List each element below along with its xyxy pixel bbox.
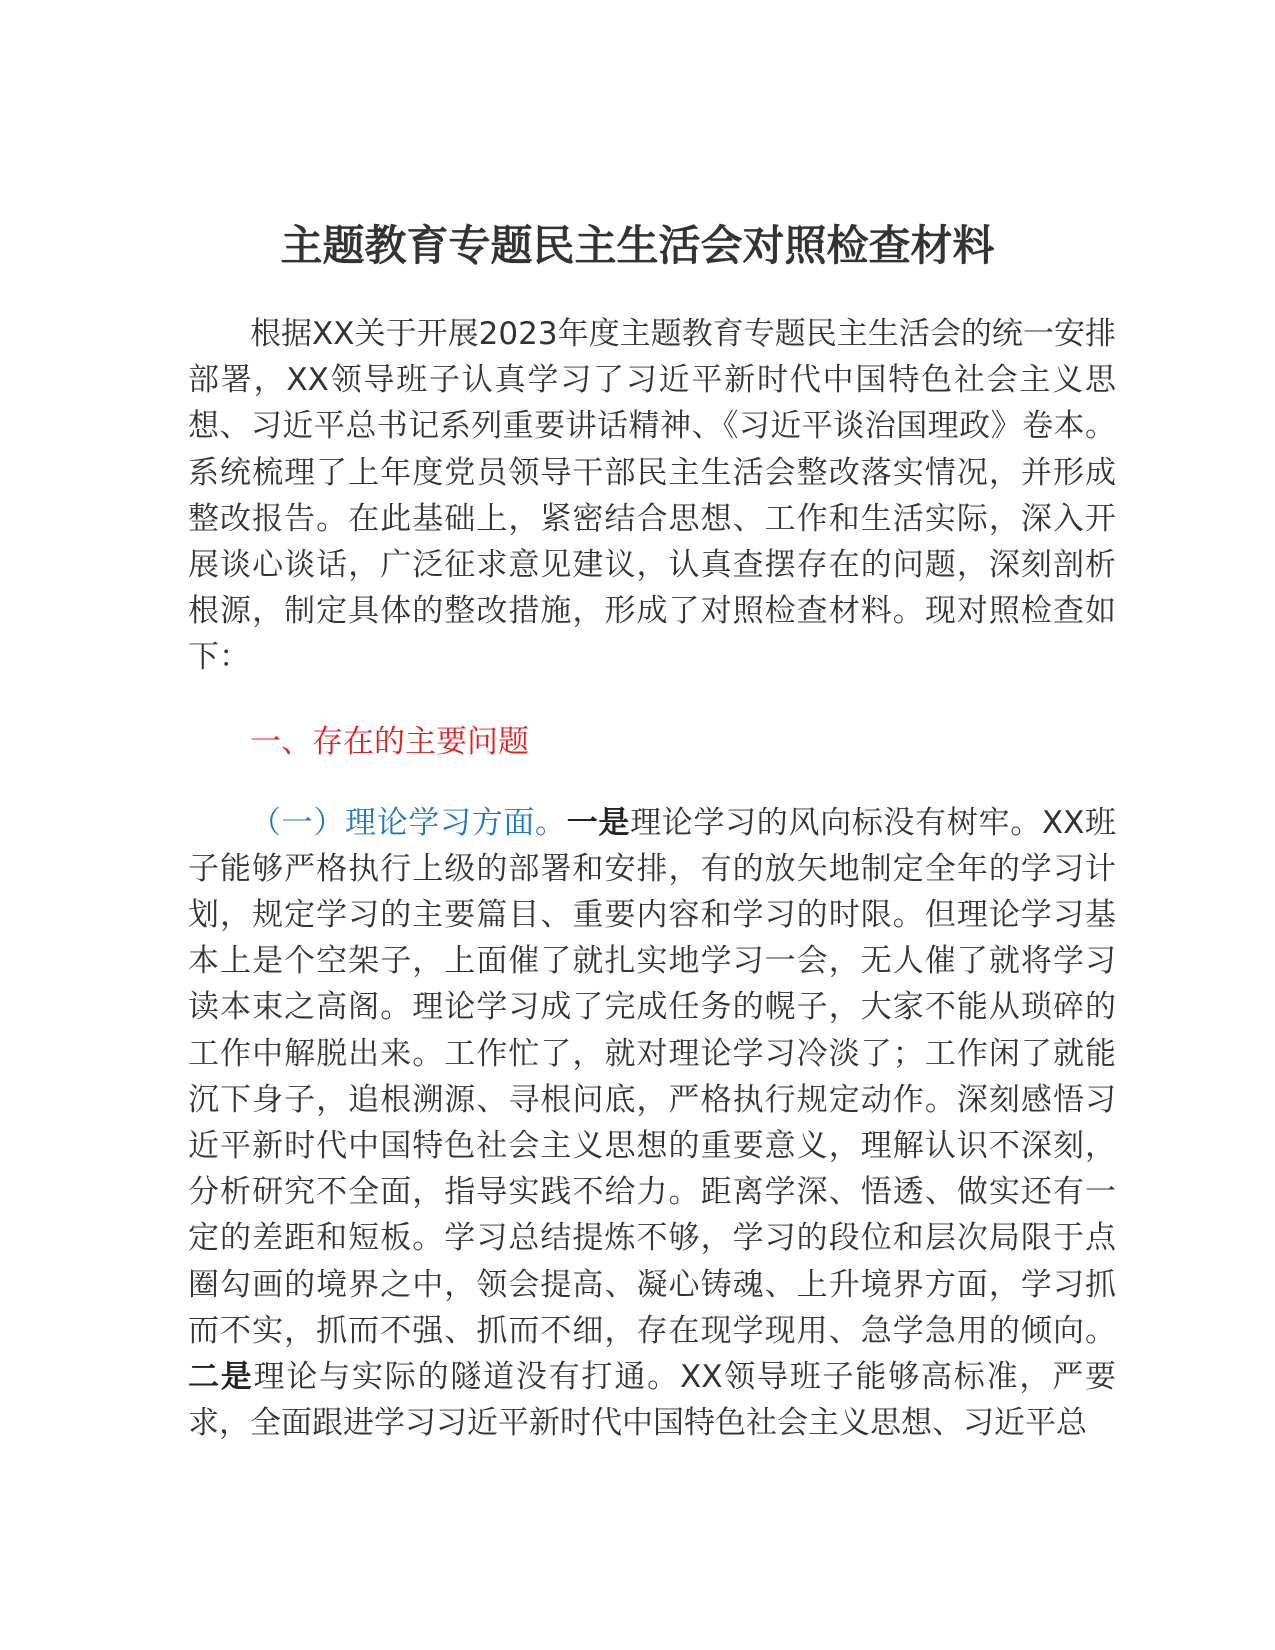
point-two-text: 理论与实际的隧道没有打通。XX领导班子能够高标准，严要求，全面跟进学习习近平新时代中国特色社会主义思想、习近平总 (188, 1359, 1116, 1442)
intro-paragraph: 根据XX关于开展2023年度主题教育专题民主生活会的统一安排部署，XX领导班子认真学习了习近平新时代中国特色社会主义思想、习近平总书记系列重要讲话精神、《习近平谈治国理政》卷本。系统梳理了上年度党员领导干部民主生活会整改落实情况，并形成整改报告。在此基础上，紧密结合思想、工作和生活实际，深入开展谈心谈话，广泛征求意见建议，认真查摆存在的问题，深刻剖析根源，制定具体的整改措施，形成了对照检查材料。现对照检查如下： (188, 316, 1116, 676)
document-title: 主题教育专题民主生活会对照检查材料 (280, 221, 995, 270)
point-one-label: 一是 (566, 804, 631, 841)
point-two-label: 二是 (188, 1359, 254, 1396)
subsection-heading-theory-study: （一）理论学习方面。 (250, 804, 567, 841)
section-heading-problems: 一、存在的主要问题 (250, 723, 529, 760)
point-one-text: 理论学习的风向标没有树牢。XX班子能够严格执行上级的部署和安排，有的放矢地制定全年的学习计划，规定学习的主要篇目、重要内容和学习的时限。但理论学习基本上是个空架子，上面催了就扎实地学习一会，无人催了就将学习读本束之高阁。理论学习成了完成任务的幌子，大家不能从琐碎的工作中解脱出来。工作忙了，就对理论学习冷淡了；工作闲了就能沉下身子，追根溯源、寻根问底，严格执行规定动作。深刻感悟习近平新时代中国特色社会主义思想的重要意义，理解认识不深刻，分析研究不全面，指导实践不给力。距离学深、悟透、做实还有一定的差距和短板。学习总结提炼不够，学习的段位和层次局限于点圈勾画的境界之中，领会提高、凝心铸魂、上升境界方面，学习抓而不实，抓而不强、抓而不细，存在现学现用、急学急用的倾向。 (188, 804, 1117, 1349)
document-body (188, 311, 1116, 1446)
theory-study-paragraph (188, 800, 1116, 1447)
